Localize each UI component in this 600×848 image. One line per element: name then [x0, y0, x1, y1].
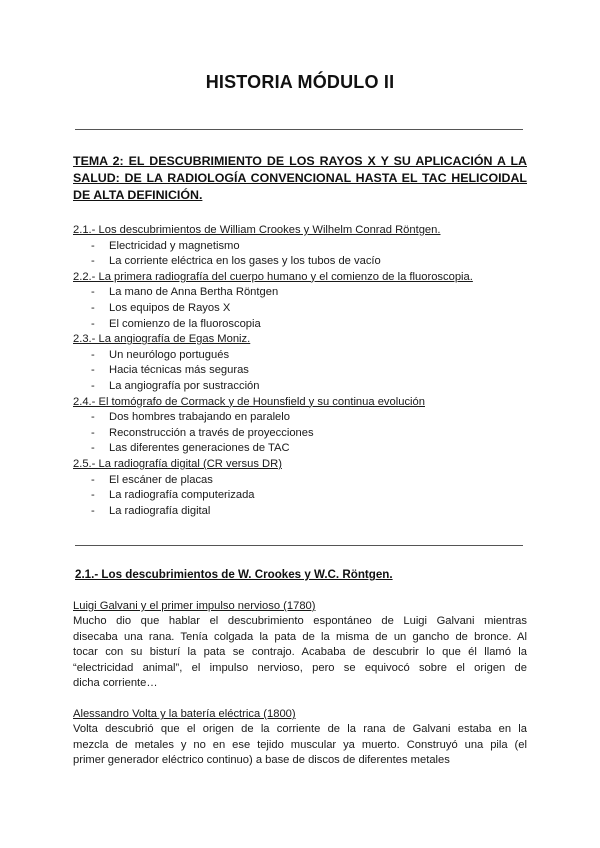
- paragraph-line: dicha corriente…: [73, 677, 158, 690]
- paragraph: [73, 722, 527, 769]
- document-title: HISTORIA MÓDULO II: [205, 72, 395, 92]
- toc-item-label: La radiografía computerizada: [109, 489, 255, 502]
- toc-item: [73, 363, 533, 379]
- dash-bullet: -: [91, 504, 95, 517]
- toc-section-heading: 2.5.- La radiografía digital (CR versus DR): [73, 457, 282, 470]
- toc-item: [73, 317, 533, 333]
- toc-item: [73, 410, 533, 426]
- dash-bullet: -: [91, 411, 95, 424]
- toc-section-items: [73, 285, 533, 332]
- toc-item-label: Reconstrucción a través de proyecciones: [109, 426, 314, 439]
- toc-item: [73, 379, 533, 395]
- toc-section-heading: 2.4.- El tomógrafo de Cormack y de Hounsfield y su continua evolución: [73, 395, 425, 408]
- toc-section-items: [73, 239, 533, 270]
- toc-section-heading: 2.2.- La primera radiografía del cuerpo humano y el comienzo de la fluoroscopia.: [73, 270, 473, 283]
- topic-heading: TEMA 2: EL DESCUBRIMIENTO DE LOS RAYOS X Y SU APLICACIÓN A LA SALUD: DE LA RADIOLOGÍA CONVENCIONAL HASTA EL TAC HELICOIDAL DE ALTA DEFINICIÓN.: [73, 154, 527, 202]
- dash-bullet: -: [91, 379, 95, 392]
- dash-bullet: -: [91, 442, 95, 455]
- toc-item-label: La radiografía digital: [109, 504, 211, 517]
- toc-item-label: Electricidad y magnetismo: [109, 239, 240, 252]
- toc-item: [73, 285, 533, 301]
- dash-bullet: -: [91, 301, 95, 314]
- paragraph-line: primer generador eléctrico continuo) a base de discos de diferentes metales: [73, 754, 450, 767]
- dash-bullet: -: [91, 426, 95, 439]
- toc-item: [73, 239, 533, 255]
- toc-item: [73, 441, 533, 457]
- toc-item-label: Las diferentes generaciones de TAC: [109, 442, 290, 455]
- toc-item: [73, 473, 533, 489]
- divider-top: [75, 129, 523, 130]
- paragraph-line: disecaba una rana. Tenía colgada la pata de la misma de un gancho de bronce. Al: [73, 630, 527, 643]
- dash-bullet: -: [91, 317, 95, 330]
- toc-section-items: [73, 473, 533, 520]
- paragraph-line: Volta descubrió que el origen de la corriente de la rana de Galvani estaba en la: [73, 723, 527, 735]
- paragraph-line: Mucho dio que hablar el descubrimiento espontáneo de Luigi Galvani mientras: [73, 615, 527, 627]
- subsection-heading: Luigi Galvani y el primer impulso nervioso (1780): [73, 600, 316, 612]
- divider-middle: [75, 545, 523, 546]
- toc-item-label: Hacia técnicas más seguras: [109, 364, 249, 377]
- dash-bullet: -: [91, 239, 95, 252]
- table-of-contents: [73, 223, 533, 519]
- dash-bullet: -: [91, 348, 95, 361]
- dash-bullet: -: [91, 473, 95, 486]
- toc-item-label: Dos hombres trabajando en paralelo: [109, 411, 290, 424]
- toc-item-label: Los equipos de Rayos X: [109, 301, 231, 314]
- toc-item-label: La angiografía por sustracción: [109, 379, 260, 392]
- toc-section-items: [73, 348, 533, 395]
- toc-item-label: El comienzo de la fluoroscopia: [109, 317, 261, 330]
- toc-item: [73, 254, 533, 270]
- toc-item-label: Un neurólogo portugués: [109, 348, 230, 361]
- dash-bullet: -: [91, 255, 95, 268]
- section-heading: 2.1.- Los descubrimientos de W. Crookes y W.C. Röntgen.: [75, 568, 393, 581]
- toc-item-label: La mano de Anna Bertha Röntgen: [109, 286, 279, 299]
- dash-bullet: -: [91, 489, 95, 502]
- toc-section-heading: 2.1.- Los descubrimientos de William Crookes y Wilhelm Conrad Röntgen.: [73, 224, 441, 236]
- paragraph: [73, 614, 527, 692]
- toc-item: [73, 348, 533, 364]
- toc-item-label: El escáner de placas: [109, 473, 213, 486]
- toc-section-items: [73, 410, 533, 457]
- toc-item: [73, 301, 533, 317]
- paragraph-line: mezcla de metales y no en ese tejido muscular ya muerto. Construyó una pila (el: [73, 738, 527, 751]
- subsection-heading: Alessandro Volta y la batería eléctrica (1800): [73, 708, 296, 720]
- toc-item: [73, 426, 533, 442]
- paragraph-line: tocar con su bisturí la pata se contrajo. Acababa de descubrir lo que él llamó la: [73, 646, 527, 659]
- paragraph-line: “electricidad animal”, el impulso nervioso, pero se equivocó sobre el origen de: [73, 661, 527, 674]
- toc-item: [73, 488, 533, 504]
- toc-section-heading: 2.3.- La angiografía de Egas Moniz.: [73, 333, 251, 346]
- dash-bullet: -: [91, 286, 95, 299]
- dash-bullet: -: [91, 364, 95, 377]
- toc-item-label: La corriente eléctrica en los gases y los tubos de vacío: [109, 255, 381, 268]
- toc-item: [73, 504, 533, 520]
